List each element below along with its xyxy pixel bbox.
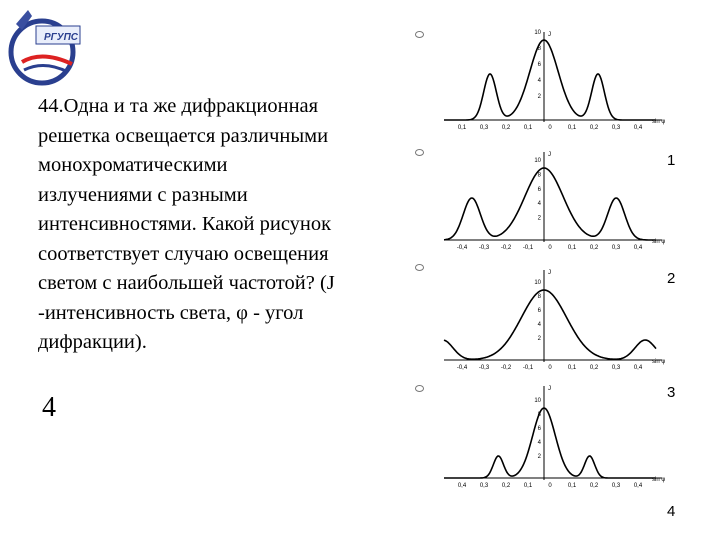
y-tick-label: 4: [537, 201, 541, 208]
x-tick-label: -0,1: [522, 245, 534, 251]
y-tick-label: 10: [534, 398, 541, 404]
x-tick-label: 0,1: [567, 483, 577, 489]
graph-label-3: 3: [667, 384, 676, 401]
x-tick-label: -0,2: [500, 245, 512, 251]
x-tick-label: 0,3: [611, 365, 621, 371]
x-tick-label: 0,1: [523, 125, 533, 131]
x-tick-label: -0,3: [478, 245, 490, 251]
y-tick-label: 10: [534, 158, 541, 164]
x-axis-label: sin φ: [652, 359, 666, 365]
x-tick-label: -0,3: [478, 365, 490, 371]
x-tick-label: 0: [548, 125, 552, 131]
x-tick-label: 0,2: [589, 483, 599, 489]
x-tick-label: 0,3: [479, 125, 489, 131]
x-tick-label: 0: [548, 365, 552, 371]
y-tick-label: 8: [537, 412, 541, 418]
x-tick-label: 0,4: [457, 483, 467, 489]
x-axis-label: sin φ: [652, 239, 666, 245]
y-tick-label: 2: [537, 94, 541, 100]
x-tick-label: 0,1: [457, 125, 467, 131]
y-tick-label: 10: [534, 280, 541, 286]
x-tick-label: 0,1: [523, 483, 533, 489]
x-tick-label: 0,2: [589, 245, 599, 251]
x-tick-label: -0,1: [522, 365, 534, 371]
y-axis-label: J: [548, 386, 551, 392]
y-axis-label: J: [548, 32, 551, 38]
y-axis-label: J: [548, 152, 551, 158]
x-tick-label: 0,1: [567, 245, 577, 251]
x-tick-label: 0,2: [501, 483, 511, 489]
y-tick-label: 2: [537, 215, 541, 222]
y-axis-label: J: [548, 270, 551, 276]
answer-number: 4: [42, 392, 56, 423]
y-tick-label: 10: [534, 30, 541, 36]
y-tick-label: 8: [537, 294, 541, 300]
y-tick-label: 4: [537, 78, 541, 84]
x-tick-label: 0,4: [633, 245, 643, 251]
y-tick-label: 6: [537, 186, 541, 193]
x-tick-label: 0: [548, 483, 552, 489]
y-tick-label: 8: [537, 172, 541, 179]
x-axis-label: sin φ: [652, 477, 666, 483]
x-tick-label: 0,2: [589, 125, 599, 131]
x-axis-label: sin φ: [652, 119, 666, 125]
x-tick-label: 0,4: [633, 125, 643, 131]
x-tick-label: -0,4: [456, 245, 468, 251]
x-tick-label: 0,1: [567, 125, 577, 131]
logo-text: РГУПС: [44, 32, 78, 43]
x-tick-label: 0,1: [567, 365, 577, 371]
y-tick-label: 4: [537, 322, 541, 328]
y-tick-label: 6: [537, 62, 541, 68]
x-tick-label: 0,3: [611, 125, 621, 131]
x-tick-label: 0,4: [633, 365, 643, 371]
x-tick-label: 0,4: [633, 483, 643, 489]
x-tick-label: 0,3: [611, 245, 621, 251]
intensity-curve: [444, 408, 656, 478]
y-tick-label: 2: [537, 454, 541, 460]
graph-label-2: 2: [667, 270, 676, 287]
x-tick-label: 0,3: [611, 483, 621, 489]
question-text: 44.Одна и та же дифракционная решетка освещается различными монохроматическими излучениями с разными интенсивностями. Какой рисунок соответствует случаю освещения светом с наибольшей частотой? (J -интенсивность света, φ - угол дифракции).: [38, 95, 335, 353]
x-tick-label: -0,2: [500, 365, 512, 371]
y-tick-label: 6: [537, 308, 541, 314]
x-tick-label: 0,3: [479, 483, 489, 489]
x-tick-label: 0,2: [501, 125, 511, 131]
graph-label-1: 1: [667, 152, 676, 169]
y-tick-label: 6: [537, 426, 541, 432]
graph-label-4: 4: [667, 503, 676, 520]
y-tick-label: 8: [537, 46, 541, 52]
x-tick-label: 0,2: [589, 365, 599, 371]
y-tick-label: 2: [537, 336, 541, 342]
x-tick-label: -0,4: [456, 365, 468, 371]
x-tick-label: 0: [548, 245, 552, 251]
y-tick-label: 4: [537, 440, 541, 446]
